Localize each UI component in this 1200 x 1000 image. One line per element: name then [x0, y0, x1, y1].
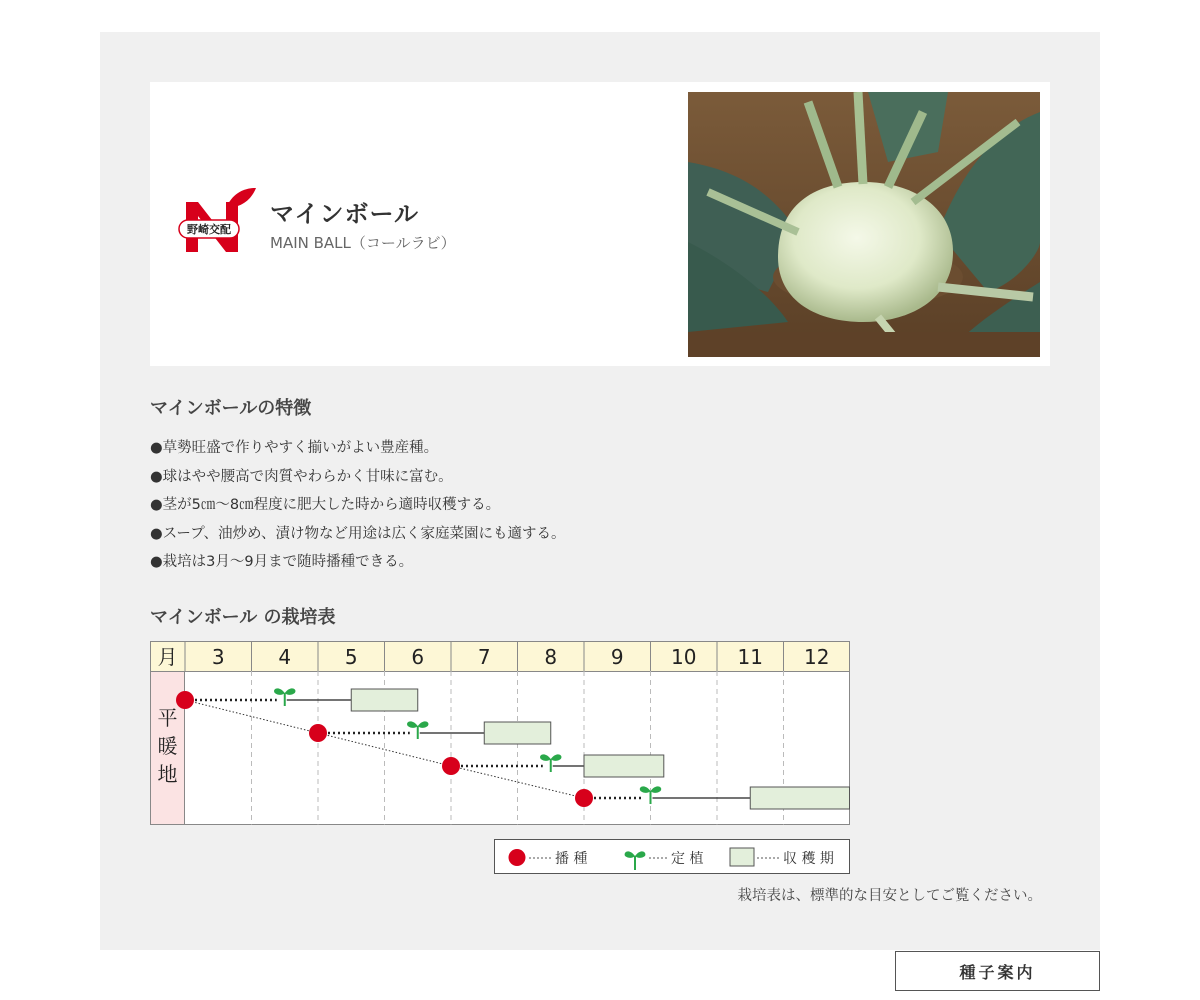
- harvest-bar: [750, 787, 849, 809]
- harvest-bar: [351, 689, 418, 711]
- content-panel: [100, 32, 1100, 950]
- feature-item: ●スープ、油炒め、漬け物など用途は広く家庭菜園にも適する。: [150, 525, 566, 542]
- month-label: 11: [737, 645, 763, 669]
- features-title: マインボールの特徴: [150, 398, 312, 419]
- harvest-bar: [484, 722, 551, 744]
- feature-item: ●草勢旺盛で作りやすく揃いがよい豊産種。: [150, 440, 439, 456]
- sowing-marker: [309, 724, 327, 742]
- sowing-marker: [575, 789, 593, 807]
- schedule-note: 栽培表は、標準的な目安としてご覧ください。: [737, 888, 1042, 904]
- month-label: 8: [544, 645, 558, 669]
- region-label-1: 平: [157, 706, 178, 730]
- region-label-3: 地: [157, 762, 178, 786]
- feature-item: ●球はやや腰高で肉質やわらかく甘味に富む。: [150, 468, 453, 485]
- month-label: 12: [804, 645, 830, 669]
- month-label: 4: [278, 645, 292, 669]
- month-header-label: 月: [157, 645, 178, 669]
- chart-legend: [494, 839, 850, 874]
- features-list: [150, 434, 565, 577]
- kohlrabi-photo: [688, 92, 1040, 357]
- sowing-legend-icon: [509, 849, 526, 866]
- sowing-marker: [442, 757, 460, 775]
- month-label: 7: [477, 645, 491, 669]
- seedling-legend-icon: [625, 851, 646, 870]
- logo-text: 野崎交配: [187, 223, 231, 236]
- product-name: マインボール: [270, 200, 420, 228]
- cultivation-schedule-chart: [150, 641, 850, 825]
- product-header: [150, 82, 1050, 366]
- feature-item: ●栽培は3月〜9月まで随時播種できる。: [150, 554, 414, 571]
- month-label: 6: [411, 645, 425, 669]
- product-subtitle: MAIN BALL（コールラビ）: [270, 234, 456, 252]
- legend-sowing: 播 種: [555, 851, 588, 867]
- month-label: 10: [671, 645, 697, 669]
- schedule-title: マインボール の栽培表: [150, 607, 336, 628]
- month-label: 5: [344, 645, 358, 669]
- month-label: 9: [610, 645, 624, 669]
- month-label: 3: [211, 645, 225, 669]
- seed-guide-button[interactable]: 種子案内: [895, 951, 1100, 991]
- feature-item: ●茎が5㎝〜8㎝程度に肥大した時から適時収穫する。: [150, 497, 501, 514]
- legend-harvest: 収 穫 期: [783, 851, 834, 867]
- region-label-2: 暖: [157, 734, 178, 758]
- legend-planting: 定 植: [671, 851, 704, 867]
- harvest-legend-icon: [730, 848, 754, 866]
- harvest-bar: [584, 755, 664, 777]
- sowing-marker: [176, 691, 194, 709]
- nozaki-logo: [178, 186, 258, 266]
